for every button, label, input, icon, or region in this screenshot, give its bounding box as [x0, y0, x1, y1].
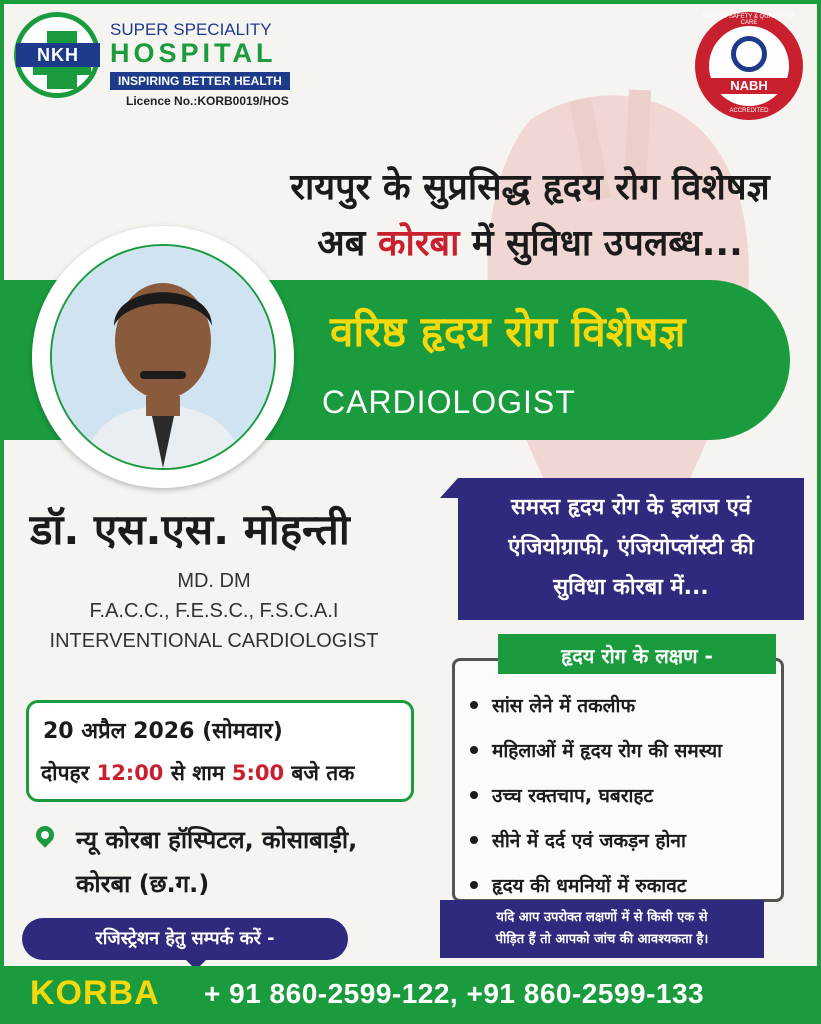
- time-suffix: बजे तक: [284, 761, 355, 785]
- contact-city: KORBA: [30, 974, 160, 1012]
- bullet-icon: [470, 881, 478, 889]
- facilities-line3: सुविधा कोरबा में...: [553, 575, 709, 600]
- licence-number: Licence No.:KORB0019/HOS: [126, 94, 289, 108]
- schedule-time: [41, 759, 354, 787]
- location-address: [76, 818, 357, 906]
- symptoms-note-line1: यदि आप उपरोक्त लक्षणों में से किसी एक से: [496, 910, 708, 925]
- doctor-credentials: [14, 566, 414, 656]
- facilities-line2: एंजियोग्राफी, एंजियोप्लॉस्टी की: [508, 535, 754, 560]
- bullet-icon: [470, 791, 478, 799]
- logo-tagline: INSPIRING BETTER HEALTH: [110, 72, 290, 90]
- bullet-icon: [470, 836, 478, 844]
- facilities-line1: समस्त हृदय रोग के इलाज एवं: [510, 495, 752, 520]
- schedule-box: [26, 700, 414, 802]
- nabh-name: NABH: [709, 78, 789, 94]
- doctor-fellowships: F.A.C.C., F.E.S.C., F.S.C.A.I: [89, 600, 339, 622]
- location-line2: कोरबा (छ.ग.): [76, 870, 210, 898]
- symptom-text: सीने में दर्द एवं जकड़न होना: [492, 830, 686, 852]
- time-start: 12:00: [96, 761, 164, 785]
- logo-hospital: HOSPITAL: [110, 38, 277, 68]
- time-middle: से शाम: [163, 761, 232, 785]
- nabh-ring-top: PATIENT SAFETY & QUALITY OF CARE: [702, 14, 796, 26]
- headline-line1: रायपुर के सुप्रसिद्ध हृदय रोग विशेषज्ञ: [290, 167, 770, 208]
- hospital-logo: [14, 12, 304, 112]
- bullet-icon: [470, 701, 478, 709]
- symptom-text: हृदय की धमनियों में रुकावट: [492, 875, 687, 897]
- banner-title-english: CARDIOLOGIST: [322, 384, 576, 420]
- symptom-item: [462, 819, 782, 864]
- facilities-corner: [440, 478, 458, 498]
- symptom-text: महिलाओं में हृदय रोग की समस्या: [492, 740, 723, 762]
- facilities-box: [458, 478, 804, 620]
- bullet-icon: [470, 746, 478, 754]
- symptoms-heading: हृदय रोग के लक्षण -: [561, 644, 713, 668]
- symptom-text: उच्च रक्तचाप, घबराहट: [492, 785, 654, 807]
- doctor-degrees: MD. DM: [177, 570, 251, 592]
- symptom-item: [462, 774, 782, 819]
- nabh-emblem-icon: [731, 36, 767, 72]
- schedule-date: 20 अप्रैल 2026 (सोमवार): [43, 719, 283, 744]
- time-prefix: दोपहर: [41, 761, 97, 785]
- time-end: 5:00: [231, 761, 285, 785]
- symptom-item: [462, 684, 782, 729]
- headline: [250, 160, 810, 272]
- doctor-photo: [50, 244, 276, 470]
- registration-label: रजिस्ट्रेशन हेतु सम्पर्क करें -: [95, 928, 275, 949]
- contact-phones: + 91 860-2599-122, +91 860-2599-133: [204, 978, 705, 1009]
- doctor-name: डॉ. एस.एस. मोहन्ती: [30, 505, 350, 554]
- symptom-item: [462, 729, 782, 774]
- nabh-inner: [709, 26, 789, 106]
- facilities-text: [466, 488, 796, 608]
- symptoms-list: [462, 684, 782, 909]
- symptoms-note-line2: पीड़ित हैं तो आपको जांच की आवश्यकता है।: [495, 932, 709, 947]
- headline-city: कोरबा: [377, 223, 460, 264]
- contact-bar: [0, 966, 821, 1024]
- nabh-seal: [695, 12, 803, 120]
- symptoms-heading-bar: [498, 634, 776, 674]
- nabh-ring-bottom: ACCREDITED: [729, 108, 769, 114]
- symptoms-note-text: [446, 907, 758, 951]
- location-line1: न्यू कोरबा हॉस्पिटल, कोसाबाड़ी,: [76, 826, 358, 854]
- logo-super-speciality: SUPER SPECIALITY: [110, 20, 272, 39]
- banner-title-hindi: वरिष्ठ हृदय रोग विशेषज्ञ: [330, 307, 686, 356]
- symptom-text: सांस लेने में तकलीफ: [492, 695, 636, 717]
- headline-line2-suffix: में सुविधा उपलब्ध...: [459, 223, 743, 264]
- symptoms-note: [440, 900, 764, 958]
- logo-initials: NKH: [16, 43, 100, 67]
- doctor-portrait-icon: [52, 246, 274, 468]
- headline-line2-prefix: अब: [317, 223, 378, 264]
- location-pin-dot: [39, 829, 50, 840]
- doctor-specialty: INTERVENTIONAL CARDIOLOGIST: [49, 630, 379, 652]
- registration-pill: [22, 918, 348, 960]
- headline-line2: [250, 216, 810, 272]
